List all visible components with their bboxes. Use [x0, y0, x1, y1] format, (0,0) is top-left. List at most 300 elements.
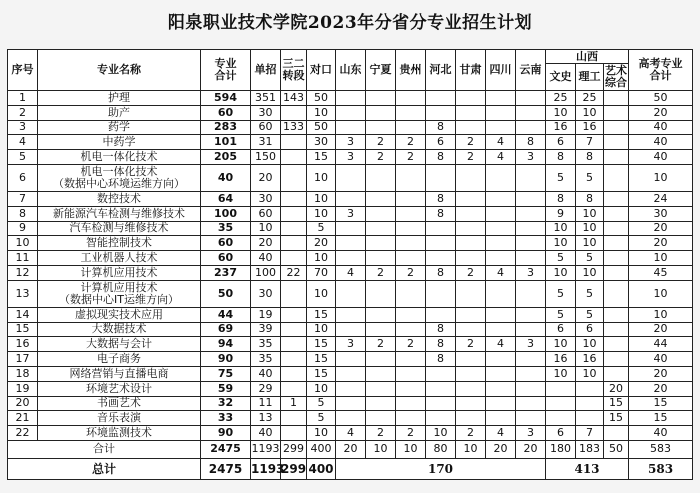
cell-major-name: 机电一体化技术: [38, 150, 201, 165]
cell-wenshi: 6: [546, 135, 576, 150]
cell-major-name: 智能控制技术: [38, 236, 201, 251]
cell-guizhou: [396, 366, 426, 381]
cell-yunnan: [516, 164, 546, 191]
cell-wenshi: 10: [546, 236, 576, 251]
cell-gansu: [456, 105, 486, 120]
cell-sichuan: 4: [486, 265, 516, 280]
header-shandong: 山东: [336, 50, 366, 91]
cell-major-total: 64: [201, 191, 251, 206]
cell-sichuan: [486, 221, 516, 236]
cell-major-total: 100: [201, 206, 251, 221]
cell-major-name: 药学: [38, 120, 201, 135]
cell-shandong: 3: [336, 135, 366, 150]
cell-hebei: [426, 307, 456, 322]
cell-hebei: [426, 221, 456, 236]
cell-gansu: [456, 381, 486, 396]
cell-sichuan: 4: [486, 337, 516, 352]
cell-hebei: [426, 381, 456, 396]
cell-shandong: [336, 236, 366, 251]
cell-gansu: [456, 251, 486, 266]
cell-guizhou: 2: [396, 337, 426, 352]
cell-no: 20: [8, 396, 38, 411]
cell-duikou: 5: [307, 396, 336, 411]
cell-yishu: [604, 206, 629, 221]
cell-shandong: [336, 164, 366, 191]
cell-duikou: 70: [307, 265, 336, 280]
cell-wenshi: 16: [546, 120, 576, 135]
cell-yishu: [604, 307, 629, 322]
cell-ningxia: [366, 236, 396, 251]
cell-yunnan: [516, 307, 546, 322]
cell-gansu: [456, 396, 486, 411]
enrollment-plan-table: [7, 49, 693, 480]
cell-sichuan: [486, 105, 516, 120]
cell-major-total: 237: [201, 265, 251, 280]
cell-danzhao: 60: [251, 206, 281, 221]
cell-gansu: 2: [456, 150, 486, 165]
cell-wenshi: [546, 396, 576, 411]
cell-danzhao: 30: [251, 105, 281, 120]
cell-no: 21: [8, 411, 38, 426]
cell-hebei: [426, 396, 456, 411]
cell-duikou: 50: [307, 120, 336, 135]
table-row: [8, 337, 693, 352]
cell-ligong: 10: [576, 366, 604, 381]
cell-major-name: 书画艺术: [38, 396, 201, 411]
cell-hebei: 10: [426, 426, 456, 441]
cell-gansu: [456, 280, 486, 307]
cell-major-total: 60: [201, 251, 251, 266]
cell-gaokao-total: 10: [629, 164, 693, 191]
cell-wenshi: 25: [546, 91, 576, 106]
cell-ligong: 5: [576, 164, 604, 191]
cell-major-name: 虚拟现实技术应用: [38, 307, 201, 322]
cell-danzhao: 351: [251, 91, 281, 106]
cell-yishu: [604, 366, 629, 381]
cell-ligong: 25: [576, 91, 604, 106]
cell-major-name: 助产: [38, 105, 201, 120]
cell-gansu: [456, 307, 486, 322]
cell-major-total: 94: [201, 337, 251, 352]
cell-danzhao: 29: [251, 381, 281, 396]
cell-sichuan: [486, 120, 516, 135]
cell-shandong: 4: [336, 426, 366, 441]
cell-ningxia: [366, 91, 396, 106]
cell-ligong: 7: [576, 135, 604, 150]
cell-sichuan: [486, 411, 516, 426]
cell-no: 2: [8, 105, 38, 120]
table-row: [8, 322, 693, 337]
cell-yunnan: [516, 280, 546, 307]
cell-yishu: [604, 191, 629, 206]
cell-ligong: [576, 396, 604, 411]
cell-ligong: 16: [576, 120, 604, 135]
cell-yunnan: 3: [516, 426, 546, 441]
cell-no: 17: [8, 352, 38, 367]
cell-yunnan: [516, 236, 546, 251]
cell-guizhou: [396, 280, 426, 307]
cell-gaokao-total: 20: [629, 322, 693, 337]
cell-sanerzhuan: [281, 135, 307, 150]
header-major-name: 专业名称: [38, 50, 201, 91]
cell-wenshi: 10: [546, 105, 576, 120]
cell-no: 19: [8, 381, 38, 396]
header-sichuan: 四川: [486, 50, 516, 91]
cell-sanerzhuan: [281, 352, 307, 367]
table-row: [8, 426, 693, 441]
table-row: [8, 105, 693, 120]
cell-gaokao-total: 24: [629, 191, 693, 206]
cell-gansu: [456, 191, 486, 206]
cell-gansu: 2: [456, 337, 486, 352]
cell-ligong: 8: [576, 150, 604, 165]
header-ningxia: 宁夏: [366, 50, 396, 91]
cell-sichuan: 4: [486, 426, 516, 441]
cell-sichuan: 4: [486, 135, 516, 150]
cell-gaokao-total: 20: [629, 221, 693, 236]
cell-sichuan: [486, 251, 516, 266]
cell-yishu: [604, 164, 629, 191]
subtotal-sichuan: 20: [486, 440, 516, 458]
cell-ligong: [576, 411, 604, 426]
table-row: [8, 366, 693, 381]
cell-guizhou: [396, 191, 426, 206]
cell-ningxia: [366, 280, 396, 307]
cell-ningxia: [366, 366, 396, 381]
subtotal-major-total: 2475: [201, 440, 251, 458]
header-duikou: 对口: [307, 50, 336, 91]
cell-shandong: [336, 251, 366, 266]
grand-total-gaokao: 583: [629, 458, 693, 479]
cell-yunnan: [516, 352, 546, 367]
cell-gansu: [456, 322, 486, 337]
cell-ligong: 5: [576, 251, 604, 266]
cell-major-total: 205: [201, 150, 251, 165]
cell-yunnan: 3: [516, 150, 546, 165]
cell-guizhou: [396, 221, 426, 236]
cell-yishu: [604, 135, 629, 150]
cell-major-name: 数控技术: [38, 191, 201, 206]
cell-duikou: 10: [307, 251, 336, 266]
cell-no: 15: [8, 322, 38, 337]
cell-gaokao-total: 40: [629, 426, 693, 441]
cell-shandong: [336, 91, 366, 106]
cell-ningxia: [366, 251, 396, 266]
cell-sanerzhuan: [281, 221, 307, 236]
table-row: [8, 206, 693, 221]
cell-sanerzhuan: 22: [281, 265, 307, 280]
cell-ningxia: [366, 191, 396, 206]
cell-gaokao-total: 40: [629, 150, 693, 165]
cell-no: 18: [8, 366, 38, 381]
cell-shandong: 3: [336, 206, 366, 221]
cell-yunnan: 3: [516, 337, 546, 352]
cell-guizhou: [396, 322, 426, 337]
cell-ningxia: [366, 120, 396, 135]
cell-sanerzhuan: 143: [281, 91, 307, 106]
cell-danzhao: 11: [251, 396, 281, 411]
cell-gaokao-total: 20: [629, 366, 693, 381]
cell-gaokao-total: 20: [629, 105, 693, 120]
table-row: [8, 221, 693, 236]
cell-yishu: [604, 150, 629, 165]
cell-ningxia: 2: [366, 265, 396, 280]
cell-major-name: 工业机器人技术: [38, 251, 201, 266]
cell-gansu: 2: [456, 426, 486, 441]
cell-guizhou: 2: [396, 150, 426, 165]
cell-wenshi: 6: [546, 426, 576, 441]
cell-major-total: 594: [201, 91, 251, 106]
cell-danzhao: 10: [251, 221, 281, 236]
cell-ligong: 10: [576, 105, 604, 120]
cell-danzhao: 40: [251, 251, 281, 266]
cell-yishu: [604, 265, 629, 280]
cell-guizhou: [396, 206, 426, 221]
cell-danzhao: 19: [251, 307, 281, 322]
table-row: [8, 91, 693, 106]
cell-no: 11: [8, 251, 38, 266]
cell-shandong: 4: [336, 265, 366, 280]
cell-no: 10: [8, 236, 38, 251]
cell-no: 8: [8, 206, 38, 221]
cell-gansu: [456, 164, 486, 191]
cell-ligong: 16: [576, 352, 604, 367]
cell-gaokao-total: 45: [629, 265, 693, 280]
cell-major-name: 网络营销与直播电商: [38, 366, 201, 381]
cell-hebei: 8: [426, 191, 456, 206]
cell-yishu: 15: [604, 411, 629, 426]
cell-ligong: 10: [576, 206, 604, 221]
cell-guizhou: [396, 251, 426, 266]
cell-sichuan: [486, 236, 516, 251]
table-row: [8, 135, 693, 150]
cell-gaokao-total: 40: [629, 352, 693, 367]
cell-sanerzhuan: [281, 251, 307, 266]
cell-guizhou: [396, 236, 426, 251]
cell-guizhou: [396, 396, 426, 411]
grand-total-danzhao: 1193: [251, 458, 281, 479]
cell-shandong: [336, 280, 366, 307]
cell-no: 22: [8, 426, 38, 441]
cell-no: 7: [8, 191, 38, 206]
cell-ningxia: [366, 164, 396, 191]
cell-yunnan: [516, 396, 546, 411]
cell-yishu: [604, 120, 629, 135]
cell-duikou: 10: [307, 206, 336, 221]
cell-shandong: [336, 120, 366, 135]
cell-ligong: 10: [576, 337, 604, 352]
cell-wenshi: 8: [546, 150, 576, 165]
subtotal-yishu: 50: [604, 440, 629, 458]
cell-guizhou: 2: [396, 135, 426, 150]
cell-gaokao-total: 50: [629, 91, 693, 106]
cell-wenshi: 5: [546, 164, 576, 191]
cell-yishu: [604, 322, 629, 337]
cell-major-total: 69: [201, 322, 251, 337]
cell-hebei: 8: [426, 120, 456, 135]
cell-sanerzhuan: [281, 280, 307, 307]
header-yishu: 艺术 综合: [605, 64, 628, 89]
subtotal-row: [8, 440, 693, 458]
cell-hebei: 8: [426, 337, 456, 352]
cell-major-total: 101: [201, 135, 251, 150]
grand-total-shanxi: 413: [546, 458, 629, 479]
cell-sanerzhuan: [281, 426, 307, 441]
cell-hebei: [426, 411, 456, 426]
cell-gaokao-total: 20: [629, 236, 693, 251]
cell-yishu: [604, 105, 629, 120]
cell-no: 14: [8, 307, 38, 322]
cell-yunnan: [516, 91, 546, 106]
cell-major-total: 90: [201, 352, 251, 367]
cell-shandong: [336, 105, 366, 120]
cell-ningxia: [366, 322, 396, 337]
grand-total-sanerzhuan: 299: [281, 458, 307, 479]
cell-ningxia: [366, 381, 396, 396]
cell-danzhao: 13: [251, 411, 281, 426]
cell-major-total: 60: [201, 236, 251, 251]
cell-ningxia: 2: [366, 135, 396, 150]
subtotal-shandong: 20: [336, 440, 366, 458]
cell-danzhao: 31: [251, 135, 281, 150]
cell-sanerzhuan: [281, 105, 307, 120]
cell-no: 5: [8, 150, 38, 165]
cell-sichuan: [486, 191, 516, 206]
cell-shandong: [336, 396, 366, 411]
cell-major-name: 计算机应用技术 （数据中心IT运维方向）: [38, 280, 201, 307]
cell-sichuan: [486, 396, 516, 411]
cell-major-name: 环境监测技术: [38, 426, 201, 441]
cell-hebei: 8: [426, 352, 456, 367]
cell-major-total: 44: [201, 307, 251, 322]
cell-sanerzhuan: [281, 381, 307, 396]
cell-duikou: 10: [307, 105, 336, 120]
header-no: 序号: [8, 50, 38, 91]
subtotal-sanerzhuan: 299: [281, 440, 307, 458]
cell-major-name: 计算机应用技术: [38, 265, 201, 280]
cell-danzhao: 40: [251, 366, 281, 381]
cell-guizhou: [396, 120, 426, 135]
header-hebei: 河北: [426, 50, 456, 91]
header-wenshi: 文史: [546, 64, 576, 91]
cell-hebei: 8: [426, 206, 456, 221]
cell-ligong: 10: [576, 265, 604, 280]
cell-yunnan: [516, 251, 546, 266]
cell-gansu: [456, 411, 486, 426]
cell-wenshi: 10: [546, 265, 576, 280]
cell-gaokao-total: 40: [629, 135, 693, 150]
cell-ligong: 5: [576, 307, 604, 322]
cell-wenshi: 9: [546, 206, 576, 221]
cell-ningxia: [366, 206, 396, 221]
cell-major-name: 新能源汽车检测与维修技术: [38, 206, 201, 221]
subtotal-gaokao-total: 583: [629, 440, 693, 458]
cell-duikou: 5: [307, 221, 336, 236]
cell-ningxia: 2: [366, 337, 396, 352]
cell-ligong: 10: [576, 236, 604, 251]
cell-ningxia: 2: [366, 150, 396, 165]
header-gansu: 甘肃: [456, 50, 486, 91]
cell-gansu: 2: [456, 135, 486, 150]
header-danzhao: 单招: [251, 50, 281, 91]
header-yunnan: 云南: [516, 50, 546, 91]
table-row: [8, 164, 693, 191]
cell-hebei: 8: [426, 322, 456, 337]
cell-major-total: 60: [201, 105, 251, 120]
cell-yunnan: [516, 221, 546, 236]
cell-hebei: 6: [426, 135, 456, 150]
cell-yunnan: [516, 206, 546, 221]
cell-wenshi: 10: [546, 221, 576, 236]
header-guizhou: 贵州: [396, 50, 426, 91]
cell-shandong: [336, 307, 366, 322]
cell-yunnan: [516, 322, 546, 337]
cell-shandong: [336, 411, 366, 426]
cell-major-total: 33: [201, 411, 251, 426]
cell-no: 6: [8, 164, 38, 191]
cell-danzhao: 60: [251, 120, 281, 135]
cell-major-total: 75: [201, 366, 251, 381]
cell-wenshi: 5: [546, 280, 576, 307]
cell-major-name: 电子商务: [38, 352, 201, 367]
cell-ningxia: 2: [366, 426, 396, 441]
grand-total-row: [8, 458, 693, 479]
cell-major-name: 汽车检测与维修技术: [38, 221, 201, 236]
cell-yishu: [604, 337, 629, 352]
cell-shandong: [336, 366, 366, 381]
cell-guizhou: [396, 352, 426, 367]
cell-guizhou: 2: [396, 426, 426, 441]
cell-sichuan: [486, 164, 516, 191]
cell-duikou: 15: [307, 366, 336, 381]
cell-gaokao-total: 44: [629, 337, 693, 352]
cell-ningxia: [366, 221, 396, 236]
cell-gansu: [456, 120, 486, 135]
cell-major-total: 50: [201, 280, 251, 307]
cell-gaokao-total: 10: [629, 251, 693, 266]
table-row: [8, 191, 693, 206]
cell-yunnan: [516, 381, 546, 396]
table-row: [8, 352, 693, 367]
cell-major-name: 环境艺术设计: [38, 381, 201, 396]
cell-gaokao-total: 15: [629, 396, 693, 411]
cell-shandong: 3: [336, 150, 366, 165]
cell-major-total: 90: [201, 426, 251, 441]
cell-major-total: 32: [201, 396, 251, 411]
cell-danzhao: 100: [251, 265, 281, 280]
cell-ningxia: [366, 411, 396, 426]
cell-wenshi: [546, 381, 576, 396]
cell-major-total: 59: [201, 381, 251, 396]
cell-sanerzhuan: [281, 337, 307, 352]
cell-ligong: 7: [576, 426, 604, 441]
cell-hebei: 8: [426, 265, 456, 280]
cell-guizhou: [396, 105, 426, 120]
cell-yunnan: [516, 120, 546, 135]
cell-hebei: [426, 164, 456, 191]
table-row: [8, 150, 693, 165]
cell-duikou: 15: [307, 352, 336, 367]
table-row: [8, 280, 693, 307]
subtotal-ningxia: 10: [366, 440, 396, 458]
cell-major-name: 大数据与会计: [38, 337, 201, 352]
cell-sanerzhuan: [281, 411, 307, 426]
cell-gansu: [456, 366, 486, 381]
cell-hebei: [426, 105, 456, 120]
cell-no: 9: [8, 221, 38, 236]
grand-total-duikou: 400: [307, 458, 336, 479]
cell-danzhao: 20: [251, 236, 281, 251]
